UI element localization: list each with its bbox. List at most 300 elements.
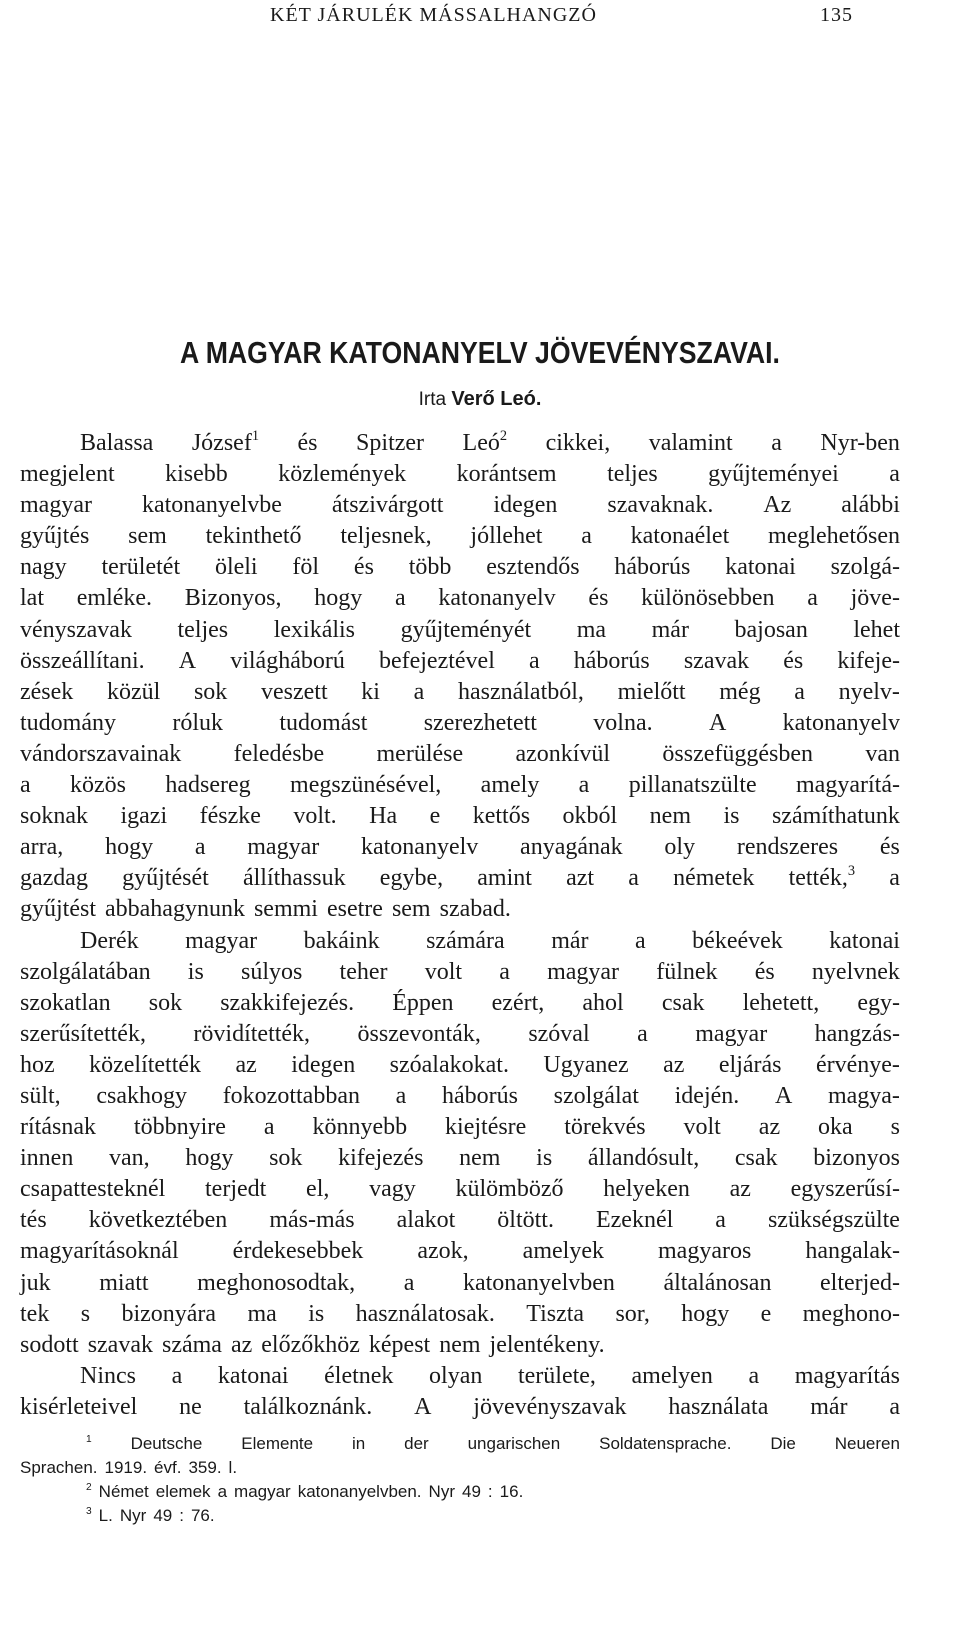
word: Spitzer bbox=[356, 430, 425, 456]
word: szerűsítették, bbox=[20, 1020, 146, 1047]
word: esztendős bbox=[486, 554, 580, 581]
word: ungarischen bbox=[467, 1434, 561, 1453]
word: nem bbox=[649, 803, 691, 830]
word: magyarítás bbox=[794, 1362, 900, 1389]
word: háborús bbox=[614, 554, 691, 581]
word: szolgálat bbox=[553, 1082, 639, 1109]
word: az bbox=[235, 1051, 257, 1078]
text-line bbox=[20, 615, 900, 646]
word: szolgá- bbox=[830, 554, 900, 581]
word: magya- bbox=[827, 1082, 900, 1109]
word: e bbox=[429, 803, 441, 830]
word: katonai bbox=[829, 927, 900, 954]
word: képest bbox=[368, 1331, 431, 1358]
word: föl bbox=[292, 554, 320, 581]
text-line bbox=[20, 583, 900, 614]
word: mielőtt bbox=[617, 678, 686, 705]
word: eljárás bbox=[718, 1051, 782, 1078]
word: hogy bbox=[105, 834, 154, 861]
word: feledésbe bbox=[233, 740, 325, 767]
word: 1 bbox=[86, 1433, 92, 1445]
word: idegen bbox=[493, 492, 558, 519]
word: esetre bbox=[326, 896, 383, 923]
word: és bbox=[297, 430, 318, 456]
word: nyelvnek bbox=[811, 958, 900, 985]
word: okból bbox=[562, 803, 618, 830]
text-line bbox=[20, 926, 900, 957]
word: meghono- bbox=[802, 1300, 900, 1327]
word: életnek bbox=[324, 1362, 394, 1389]
text-line bbox=[20, 708, 900, 739]
word: a bbox=[889, 461, 900, 488]
word: csak bbox=[661, 989, 705, 1016]
word: sodott bbox=[20, 1331, 79, 1358]
word: el, bbox=[306, 1176, 330, 1203]
text-line bbox=[20, 894, 900, 925]
word: magyar bbox=[20, 492, 92, 519]
text-line bbox=[20, 739, 900, 770]
word: Éppen bbox=[392, 989, 454, 1016]
word: Derék bbox=[80, 927, 139, 954]
word: Soldatensprache. bbox=[599, 1434, 732, 1453]
word: különösebben bbox=[641, 585, 775, 612]
word: idegen bbox=[291, 1051, 356, 1078]
word: a bbox=[578, 772, 590, 799]
word: A bbox=[774, 1082, 793, 1109]
word: sült, bbox=[20, 1082, 61, 1109]
word: ki bbox=[361, 678, 380, 705]
word: kifeje- bbox=[837, 647, 900, 674]
word: hogy bbox=[314, 585, 363, 612]
word: vándorszavainak bbox=[20, 740, 182, 767]
word: átszivárgott bbox=[331, 492, 444, 519]
word: nyelv- bbox=[838, 678, 900, 705]
word: oka bbox=[818, 1114, 853, 1141]
text-line bbox=[20, 957, 900, 988]
word: bakáink bbox=[303, 927, 380, 954]
word: l. bbox=[228, 1458, 238, 1477]
word: öleli bbox=[214, 554, 258, 581]
text-line bbox=[20, 1050, 900, 1081]
word: többnyire bbox=[133, 1114, 226, 1141]
word: több bbox=[408, 554, 452, 581]
word: pillanatszülte bbox=[628, 772, 757, 799]
word: is bbox=[187, 958, 204, 985]
word: használata bbox=[668, 1393, 769, 1420]
word: már bbox=[651, 616, 689, 643]
text-line bbox=[20, 552, 900, 583]
word: külömböző bbox=[455, 1176, 564, 1203]
word: Az bbox=[763, 492, 792, 519]
word: sok bbox=[193, 678, 228, 705]
word: tekinthető bbox=[205, 523, 302, 550]
word: teljes bbox=[607, 461, 658, 488]
body-text bbox=[20, 428, 900, 1423]
word: soknak bbox=[20, 803, 88, 830]
word: szavaknak. bbox=[607, 492, 714, 519]
footnotes bbox=[20, 1432, 900, 1528]
word: szavak bbox=[87, 1331, 153, 1358]
text-line bbox=[20, 521, 900, 552]
word: hogy bbox=[681, 1300, 730, 1327]
word: a bbox=[889, 865, 900, 892]
word: 16. bbox=[499, 1482, 524, 1501]
word: jövevényszavak bbox=[473, 1393, 627, 1420]
text-line bbox=[20, 1361, 900, 1392]
word: 49 bbox=[153, 1506, 173, 1525]
word: a bbox=[748, 1362, 760, 1389]
word: megszünésével, bbox=[290, 772, 442, 799]
word: közelítették bbox=[89, 1051, 202, 1078]
word: gyűjtést bbox=[20, 896, 96, 923]
text-line bbox=[20, 459, 900, 490]
text-line bbox=[20, 1205, 900, 1236]
word: katonanyelvbe bbox=[141, 492, 282, 519]
word: amely bbox=[480, 772, 540, 799]
word: összeállítani. bbox=[20, 647, 145, 674]
word: más-más bbox=[269, 1207, 355, 1234]
word: tudomány bbox=[20, 709, 116, 736]
word: 2 bbox=[86, 1481, 92, 1493]
word: a bbox=[394, 585, 406, 612]
word: gyűjtés bbox=[20, 523, 90, 550]
word: Leó$^2$ bbox=[462, 427, 508, 456]
word: katonanyelvben. bbox=[297, 1482, 422, 1501]
word: magyar bbox=[547, 958, 620, 985]
word: 49 bbox=[462, 1482, 481, 1501]
word: az bbox=[729, 1176, 751, 1203]
word: L. bbox=[98, 1506, 113, 1525]
text-line bbox=[20, 801, 900, 832]
text-line bbox=[20, 1268, 900, 1299]
word: bajosan bbox=[734, 616, 808, 643]
word: sem bbox=[391, 896, 431, 923]
word: sem bbox=[128, 523, 167, 550]
word: teljesnek, bbox=[340, 523, 432, 550]
word: miatt bbox=[99, 1269, 149, 1296]
word: 1919. bbox=[104, 1458, 148, 1477]
word: szerezhetett bbox=[423, 709, 537, 736]
word: szóval bbox=[528, 1020, 590, 1047]
word: rításnak bbox=[20, 1114, 96, 1141]
word: befejeztével bbox=[378, 647, 495, 674]
word: Nyr bbox=[428, 1482, 455, 1501]
word: állíthassuk bbox=[242, 865, 346, 892]
byline-author: Verő Leó. bbox=[451, 388, 542, 410]
word: a bbox=[637, 1020, 648, 1047]
word: rendszeres bbox=[736, 834, 839, 861]
word: azt bbox=[566, 865, 595, 892]
word: anyagának bbox=[520, 834, 623, 861]
word: a bbox=[395, 1082, 407, 1109]
word: sor, bbox=[615, 1300, 650, 1327]
word: a bbox=[807, 585, 818, 612]
text-line bbox=[20, 1081, 900, 1112]
word: érvénye- bbox=[815, 1051, 900, 1078]
word: magyarításoknál bbox=[20, 1238, 179, 1265]
word: használatosak. bbox=[355, 1300, 495, 1327]
word: bizonyos bbox=[813, 1145, 900, 1172]
word: jóllehet bbox=[470, 523, 543, 550]
text-line bbox=[20, 1019, 900, 1050]
word: katonaélet bbox=[630, 523, 730, 550]
word: olyan bbox=[429, 1362, 483, 1389]
word: száma bbox=[161, 1331, 222, 1358]
text-line bbox=[20, 1174, 900, 1205]
page-number: 135 bbox=[820, 4, 853, 26]
word: és bbox=[879, 834, 900, 861]
word: igazi bbox=[120, 803, 168, 830]
word: lat bbox=[20, 585, 44, 612]
word: évf. bbox=[154, 1458, 182, 1477]
word: elterjed- bbox=[820, 1269, 900, 1296]
word: bizonyára bbox=[121, 1300, 217, 1327]
footnote-line bbox=[20, 1480, 900, 1504]
word: nagy bbox=[20, 554, 67, 581]
word: rövidítették, bbox=[193, 1020, 311, 1047]
word: megjelent bbox=[20, 461, 115, 488]
word: a bbox=[715, 1207, 726, 1234]
word: a bbox=[217, 1482, 228, 1501]
word: Nyr-ben bbox=[820, 430, 900, 456]
word: egyszerűsí- bbox=[790, 1176, 900, 1203]
word: az bbox=[758, 1114, 781, 1141]
word: innen bbox=[20, 1145, 74, 1172]
word: Elemente bbox=[241, 1434, 314, 1453]
word: korántsem bbox=[456, 461, 557, 488]
word: sok bbox=[148, 989, 183, 1016]
word: Deutsche bbox=[130, 1434, 203, 1453]
word: : bbox=[487, 1482, 493, 1501]
word: használatból, bbox=[457, 678, 584, 705]
word: tés bbox=[20, 1207, 47, 1234]
word: tudomást bbox=[279, 709, 368, 736]
word: is bbox=[723, 803, 740, 830]
word: tették,$^3$ bbox=[788, 863, 856, 892]
word: in bbox=[352, 1434, 366, 1453]
word: Bizonyos, bbox=[184, 585, 282, 612]
word: a bbox=[194, 834, 206, 861]
word: katonai bbox=[725, 554, 796, 581]
word: nem bbox=[459, 1145, 501, 1172]
word: József$^1$ bbox=[191, 427, 260, 456]
word: a bbox=[581, 523, 592, 550]
word: Sprachen. bbox=[20, 1458, 98, 1477]
word: még bbox=[719, 678, 761, 705]
word: ezért, bbox=[491, 989, 545, 1016]
word: és bbox=[588, 585, 609, 612]
word: fülnek bbox=[656, 958, 718, 985]
text-line bbox=[20, 1112, 900, 1143]
word: alábbi bbox=[841, 492, 900, 519]
word: területe, bbox=[517, 1362, 596, 1389]
word: érdekesebbek bbox=[232, 1238, 364, 1265]
word: A bbox=[708, 709, 727, 736]
word: magyar bbox=[695, 1020, 768, 1047]
text-line bbox=[20, 1330, 900, 1361]
word: a bbox=[263, 1114, 275, 1141]
word: abbahagynunk bbox=[105, 896, 245, 923]
word: Tiszta bbox=[526, 1300, 585, 1327]
footnote-line bbox=[20, 1432, 900, 1456]
text-line bbox=[20, 1143, 900, 1174]
word: egybe, bbox=[379, 865, 444, 892]
word: jöve- bbox=[850, 585, 900, 612]
word: volt bbox=[424, 958, 463, 985]
running-head bbox=[0, 4, 960, 36]
word: csapattesteknél bbox=[20, 1176, 166, 1203]
word: teher bbox=[339, 958, 388, 985]
word: 76. bbox=[190, 1506, 215, 1525]
word: azok, bbox=[417, 1238, 469, 1265]
word: a bbox=[635, 927, 646, 954]
word: oly bbox=[664, 834, 696, 861]
word: találkoznánk. bbox=[243, 1393, 373, 1420]
word: kisebb bbox=[165, 461, 228, 488]
running-title: KÉT JÁRULÉK MÁSSALHANGZÓ bbox=[270, 4, 597, 26]
word: vényszavak bbox=[20, 616, 132, 643]
word: katonanyelv bbox=[360, 834, 479, 861]
word: katonanyelvben bbox=[462, 1269, 615, 1296]
word: a bbox=[413, 678, 425, 705]
word: Ezeknél bbox=[595, 1207, 674, 1234]
word: merülése bbox=[376, 740, 464, 767]
text-line bbox=[20, 832, 900, 863]
word: szokatlan bbox=[20, 989, 111, 1016]
word: és bbox=[754, 958, 775, 985]
word: van, bbox=[109, 1145, 150, 1172]
word: alakot bbox=[396, 1207, 456, 1234]
word: a bbox=[628, 865, 639, 892]
word: juk bbox=[20, 1269, 51, 1296]
word: békeévek bbox=[692, 927, 783, 954]
word: a bbox=[403, 1269, 415, 1296]
word: kiejtésre bbox=[445, 1114, 527, 1141]
word: hangzás- bbox=[814, 1020, 900, 1047]
word: gazdag bbox=[20, 865, 88, 892]
word: szavak bbox=[683, 647, 750, 674]
word: teljes bbox=[177, 616, 229, 643]
word: a bbox=[499, 958, 510, 985]
word: közül bbox=[106, 678, 161, 705]
word: amelyek bbox=[522, 1238, 604, 1265]
word: semmi bbox=[253, 896, 318, 923]
word: helyeken bbox=[603, 1176, 690, 1203]
word: szolgálatában bbox=[20, 958, 151, 985]
text-line bbox=[20, 428, 900, 459]
word: törekvés bbox=[564, 1114, 646, 1141]
word: könnyebb bbox=[312, 1114, 408, 1141]
word: összefüggésben bbox=[662, 740, 814, 767]
word: terjedt bbox=[205, 1176, 267, 1203]
word: magyaros bbox=[658, 1238, 752, 1265]
word: 3 bbox=[86, 1505, 92, 1517]
word: gyűjteményét bbox=[400, 616, 532, 643]
word: lehetett, bbox=[742, 989, 820, 1016]
word: arra, bbox=[20, 834, 64, 861]
word: Német bbox=[98, 1482, 149, 1501]
word: az bbox=[663, 1051, 685, 1078]
word: összevonták, bbox=[357, 1020, 481, 1047]
word: der bbox=[404, 1434, 429, 1453]
word: sok bbox=[269, 1145, 303, 1172]
word: valamint bbox=[648, 430, 733, 456]
word: azonkívül bbox=[515, 740, 611, 767]
word: közös bbox=[70, 772, 127, 799]
word: ahol bbox=[582, 989, 624, 1016]
word: veszett bbox=[260, 678, 328, 705]
word: kettős bbox=[472, 803, 531, 830]
word: ma bbox=[576, 616, 607, 643]
word: súlyos bbox=[241, 958, 303, 985]
word: zések bbox=[20, 678, 74, 705]
word: Nyr bbox=[119, 1506, 147, 1525]
word: is bbox=[536, 1145, 553, 1172]
word: is bbox=[308, 1300, 325, 1327]
word: Ugyanez bbox=[543, 1051, 629, 1078]
word: meghonosodtak, bbox=[197, 1269, 356, 1296]
word: területét bbox=[101, 554, 181, 581]
word: csak bbox=[734, 1145, 778, 1172]
word: van bbox=[865, 740, 900, 767]
word: kisérleteivel bbox=[20, 1393, 138, 1420]
word: általánosan bbox=[663, 1269, 772, 1296]
word: a bbox=[771, 430, 782, 456]
word: fészke bbox=[199, 803, 261, 830]
word: magyar bbox=[234, 1482, 291, 1501]
byline-prefix: Irta bbox=[418, 389, 447, 410]
word: Die bbox=[770, 1434, 796, 1453]
footnote-line bbox=[20, 1456, 900, 1480]
word: jelentékeny. bbox=[489, 1331, 605, 1358]
word: : bbox=[179, 1506, 184, 1525]
word: volt. bbox=[293, 803, 337, 830]
word: 359. bbox=[188, 1458, 222, 1477]
text-line bbox=[20, 677, 900, 708]
word: lehet bbox=[853, 616, 900, 643]
word: elemek bbox=[155, 1482, 211, 1501]
word: tek bbox=[20, 1300, 50, 1327]
word: ma bbox=[247, 1300, 277, 1327]
word: fokozottabban bbox=[222, 1082, 360, 1109]
word: magyar bbox=[185, 927, 258, 954]
word: Balassa bbox=[80, 430, 154, 456]
word: meglehetősen bbox=[768, 523, 900, 550]
word: háborús bbox=[573, 647, 650, 674]
word: kifejezés bbox=[338, 1145, 424, 1172]
word: magyarítá- bbox=[796, 772, 900, 799]
word: Nincs bbox=[80, 1362, 136, 1389]
article-title: A MAGYAR KATONANYELV JÖVEVÉNYSZAVAI. bbox=[180, 335, 780, 370]
word: gyűjtését bbox=[122, 865, 209, 892]
word: az bbox=[230, 1331, 253, 1358]
word: csakhogy bbox=[96, 1082, 188, 1109]
word: hogy bbox=[185, 1145, 234, 1172]
word: szóalakokat. bbox=[389, 1051, 509, 1078]
word: előzőkhöz bbox=[261, 1331, 360, 1358]
text-line bbox=[20, 863, 900, 894]
word: a bbox=[889, 1393, 900, 1420]
word: cikkei, bbox=[545, 430, 611, 456]
footnote-line bbox=[20, 1504, 900, 1528]
word: szükségszülte bbox=[767, 1207, 900, 1234]
text-line bbox=[20, 770, 900, 801]
word: számára bbox=[426, 927, 505, 954]
word: s bbox=[890, 1114, 900, 1141]
word: A bbox=[414, 1393, 432, 1420]
word: már bbox=[551, 927, 589, 954]
byline bbox=[0, 388, 960, 411]
